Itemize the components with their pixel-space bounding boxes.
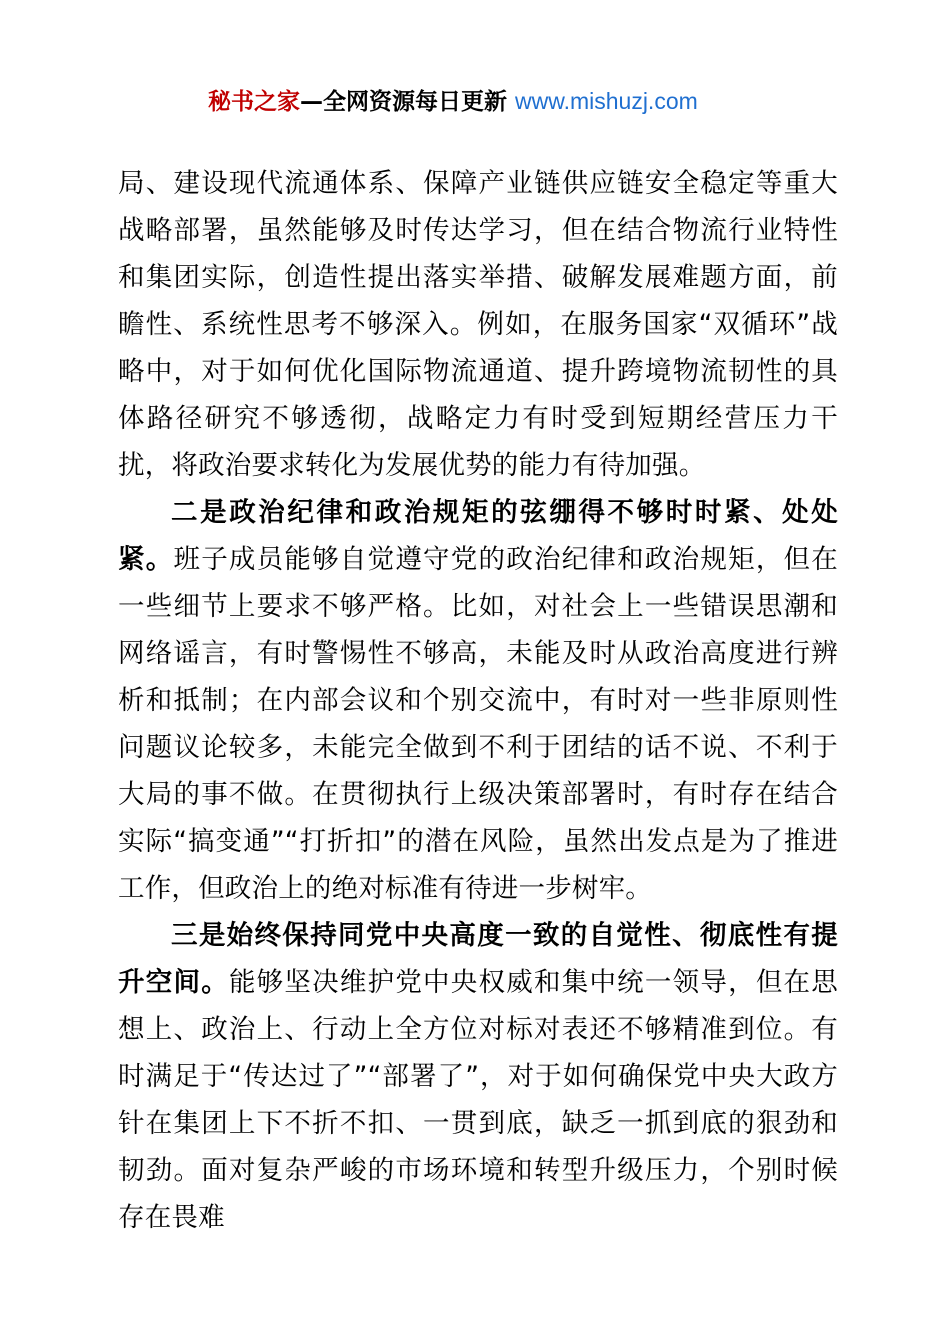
paragraph-1-text: 局、建设现代流通体系、保障产业链供应链安全稳定等重大战略部署，虽然能够及时传达学习，但在结合物流行业特性和集团实际，创造性提出落实举措、破解发展难题方面，前瞻性、系统性思考不够深入。例如，在服务国家“双循环”战略中，对于如何优化国际物流通道、提升跨境物流韧性的具体路径研究不够透彻，战略定力有时受到短期经营压力干扰，将政治要求转化为发展优势的能力有待加强。	[118, 168, 838, 481]
paragraph-3	[118, 912, 838, 1241]
document-body	[118, 160, 838, 1241]
paragraph-3-heading: 三是始终保持同党中央高度一致的自觉性、彻底性有提升空间。	[118, 920, 838, 998]
paragraph-2-heading: 二是政治纪律和政治规矩的弦绷得不够时时紧、处处紧。	[118, 497, 838, 575]
paragraph-3-text: 能够坚决维护党中央权威和集中统一领导，但在思想上、政治上、行动上全方位对标对表还不够精准到位。有时满足于“传达过了”“部署了”，对于如何确保党中央大政方针在集团上下不折不扣、一贯到底，缺乏一抓到底的狠劲和韧劲。面对复杂严峻的市场环境和转型升级压力，个别时候存在畏难	[118, 967, 838, 1233]
paragraph-2	[118, 489, 838, 912]
site-url[interactable]: www.mishuzj.com	[515, 88, 698, 114]
site-header	[208, 88, 698, 117]
paragraph-1	[118, 160, 838, 489]
site-tagline: —全网资源每日更新	[300, 89, 516, 115]
site-brand: 秘书之家	[208, 89, 300, 115]
paragraph-2-text: 班子成员能够自觉遵守党的政治纪律和政治规矩，但在一些细节上要求不够严格。比如，对社会上一些错误思潮和网络谣言，有时警惕性不够高，未能及时从政治高度进行辨析和抵制；在内部会议和个别交流中，有时对一些非原则性问题议论较多，未能完全做到不利于团结的话不说、不利于大局的事不做。在贯彻执行上级决策部署时，有时存在结合实际“搞变通”“打折扣”的潜在风险，虽然出发点是为了推进工作，但政治上的绝对标准有待进一步树牢。	[118, 544, 838, 904]
